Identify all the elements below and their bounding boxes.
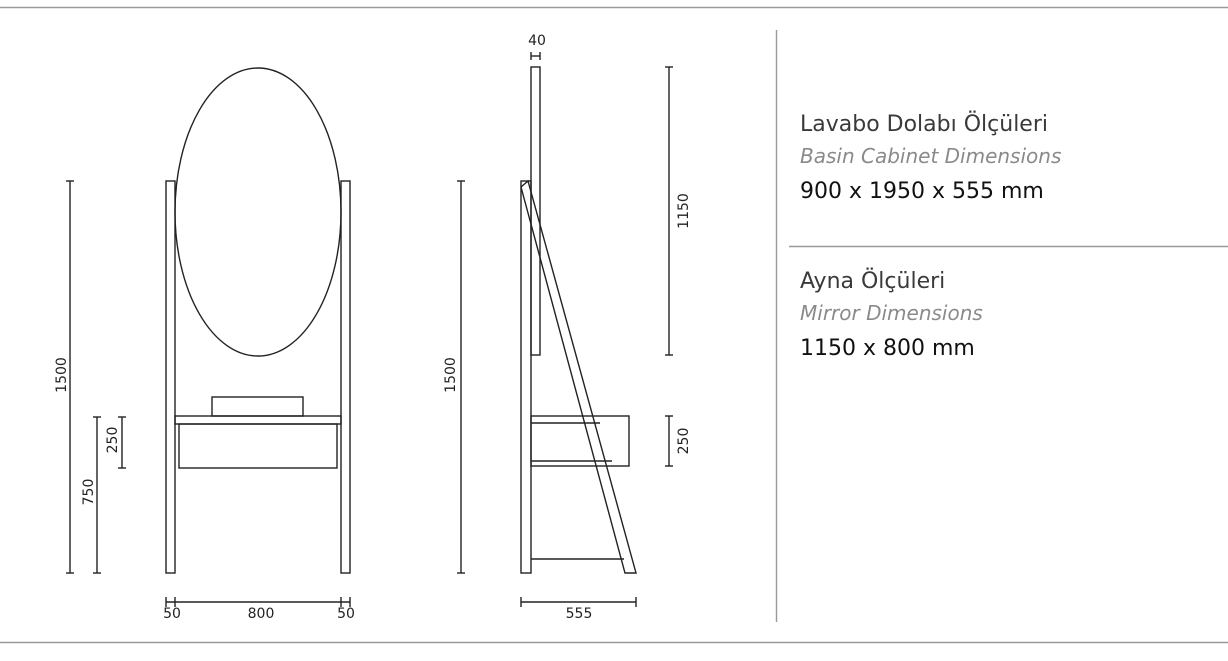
side-height-total-label: 1500 <box>443 357 459 393</box>
side-back-post <box>521 181 531 573</box>
front-width-label: 800 <box>247 606 275 622</box>
cabinet-dimensions-value: 900 x 1950 x 555 mm <box>800 179 1044 204</box>
front-left-post <box>166 181 175 573</box>
front-post-left-label: 50 <box>163 606 181 622</box>
side-depth-label: 555 <box>565 606 593 622</box>
front-basin <box>212 397 303 416</box>
mirror-info <box>800 269 983 362</box>
cabinet-title-en: Basin Cabinet Dimensions <box>800 144 1062 168</box>
side-mirror-panel <box>531 67 540 355</box>
mirror-title-en: Mirror Dimensions <box>800 301 983 325</box>
side-mirror-height-label: 1150 <box>676 193 692 229</box>
front-dimensions <box>66 181 350 607</box>
front-countertop <box>175 416 341 424</box>
side-drawer-height-label: 250 <box>676 427 692 455</box>
cabinet-title-tr: Lavabo Dolabı Ölçüleri <box>800 112 1048 137</box>
side-mirror-thickness-label: 40 <box>528 33 546 49</box>
front-drawer <box>179 424 337 468</box>
front-right-post <box>341 181 350 573</box>
front-height-counter-label: 750 <box>81 478 97 506</box>
side-diagonal-leg <box>521 181 636 573</box>
side-view <box>521 67 636 573</box>
front-height-drawer-label: 250 <box>105 426 121 454</box>
side-dimensions <box>457 52 673 607</box>
mirror-dimensions-value: 1150 x 800 mm <box>800 336 975 361</box>
cabinet-info <box>800 112 1061 205</box>
front-post-right-label: 50 <box>337 606 355 622</box>
front-mirror-oval <box>175 68 341 356</box>
mirror-title-tr: Ayna Ölçüleri <box>800 269 946 294</box>
front-height-total-label: 1500 <box>54 357 70 393</box>
front-view <box>166 68 350 573</box>
